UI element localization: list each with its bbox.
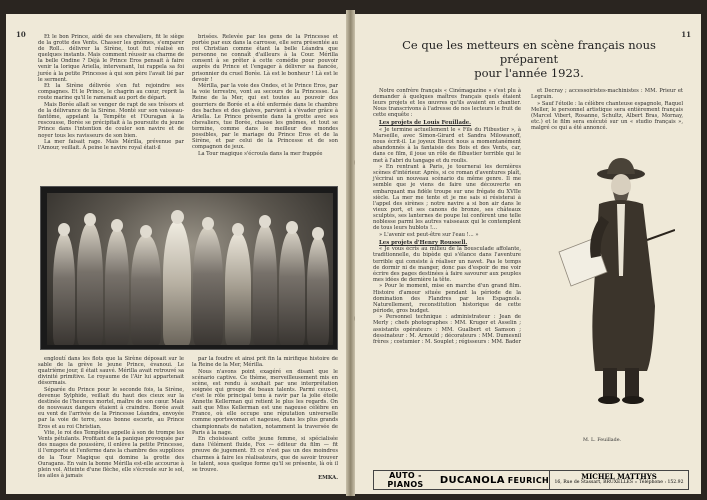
paragraph: Vite, le roi des Tempêtes appelle à son de trompe les Vents pétulants. Profitant de la panique provoquée par des nuages de poussière, il enlève la petite Princesse, il l'emporte et l'enferme dans la chambre des supplices de la Tour Magique qui domine la grotte des Ouragans. En vain la bonne Mérilla est-elle accourue à plein vol. Atteinte d'une flèche, elle s'écroule sur le sol, les ailes à jamais [38,430,184,479]
right-page [355,14,701,494]
ad-dealer-address: 16, Rue de Stassart, BRUXELLES :: Téléphone : 152.92 [554,480,684,485]
binding-gutter [346,10,355,496]
paragraph: « Je vous écris au milieu de la bousculade affolante, traditionnelle, du bipède qui s'élance dans l'aventure terrible qui consiste à réaliser un navet. Pas le temps de dormir ni de manger, donc pas d'espoir de me voir écrire des pages destinées à faire savourer aux peuples mes idées de dernière la tête. [373,246,521,283]
title-line: Ce que les metteurs en scène français nous préparent [402,38,656,66]
film-still-photo [40,186,338,350]
advertisement-banner [373,470,689,490]
intro-paragraph: Notre confrère français « Cinémagazine » s'est plu à demander à quelques maîtres français quels étaient leurs projets et les œuvres qu'ils avaient en chantier. Nous transcrivons à l'adresse de nos lecteurs le fruit de cette enquête : [373,88,521,119]
article-column-3 [38,356,184,479]
paragraph: » Pour le moment, mise en marche d'un grand film. Histoire d'amour située pendant la période de la domination des Flandres par les Espagnols. Naturellement, reconstitution historique de cette période, gros budget. [373,283,521,314]
paragraph: » En rentrant à Paris, je tournerai les dernières scènes d'intérieur. Après, si ce roman d'aventures plaît, j'écrirai un nouveau scénario du même genre. Il me semble que je viens de faire une découverte en embarquant ma fidèle troupe sur une frégate du XVIIe siècle. La mer me tente et je me sais si résisterai à l'appel des sirènes ; notre navire a si bon air dans le vieux port, et ses canons de bronze, ses châteaux sculptés, ses lanternes de poupe lui confèrent une telle noblesse parmi les autres vaisseaux qui le contemplent de tous leurs hublots !... [373,164,521,232]
article-column-4 [192,356,338,481]
feuillade-portrait [551,156,675,406]
page-number-left: 10 [16,30,26,39]
paragraph: En choisissant cette jeune femme, si spécialisée dans l'élément fluide, Fox — éditeur du film — fit preuve de jugement. Et ce n'est pas un des moindres charmes à faire les réalisateurs, que de savoir trouver le talent, sous quelque forme qu'il se présente, là où il se trouve. [192,436,338,473]
paragraph: Mérilla, par la voie des Ondes, et le Prince Eros, par la voie terrestre, vont au secours de la Princesse. La Reine de la Mer, qui est toutes au pouvoir des gourriers de Borée et a été enfermée dans le chambre des baches et des glaives, parvient à s'évader grâce à Ariella. Le Prince présente dans la grotte avec ses chevaliers, tue Borée, chasse les gnômes, et tout se termine, comme dans le meilleur des mondes possibles, par le mariage du Prince Eros et de la Sirène, et par celui de la Princesse et de son compagnon de jeux. [192,83,338,151]
paragraph: engloutí dans les flots que la Sirène déposait sur le sable de la grève le jeune Prince, évanoui. Le quatrième jour, il était sauvé. Mérilla avait retrouvé sa divinité primitive. Le royaume de l'Air lui appartenait désormais. [38,356,184,387]
page-number-right: 11 [681,30,691,39]
ad-dealer [550,474,688,486]
paragraph: » Personnel technique : administrateur : Jean de Merly ; chefs photographes : MM. Kruger et Asselin ; assistants opérateurs : MM. Gualbert et Samson ; dessinateur : M. Arnould ; décorateurs : MM. Dumesnil frères ; costumier : M. Souplet ; régisseurs : MM. Bader [373,314,521,345]
film-still-image [47,193,333,345]
paragraph: et Decray ; accessoiristes-machinistes : MM. Prieur et Legrain. [531,88,683,101]
paragraph: brisées. Relevée par les gens de la Princesse et portée par eux dans la carrosse, elle sera présentée au roi Christian comme étant la belle Léandra que personne ne connaît d'ailleurs à la Cour. Mérilla consent à se prêter à cette comédie pour pouvoir auprès du Prince et l'engager à délivrer sa fiancée, prisonnier du cruel Borée. Là est le bonheur ! Là est le devoir ! [192,34,338,83]
survey-column-2 [531,88,683,132]
left-page [6,14,346,494]
survey-column-1 [373,88,521,345]
paragraph: » Sauf l'étoile : la célèbre chanteuse espagnole, Raquel Meller, le personnel artistique sera entièrement français (Marcel Vibert, Rosanne, Schultz, Albert Bras, Mornay, etc.) et le film sera exécuté sur un « studio français », malgré ce qui a été annoncé. [531,100,683,132]
paragraph: Et la Sirène délivrée s'en fut rejoindre ses compagnes. Et le Prince, le chagrin au cœur, reprit la route marine qu'il le ramenait au port de départ. [38,83,184,102]
paragraph: » L'avenir est peut-être sur l'eau !... » [379,231,479,238]
paragraph: par la foudre et ainsi prit fin la mirifique histoire de la Reine de la Mer, Mérilla. [192,356,338,369]
paragraph: Séparée du Prince pour le seconde fois, la Sirène, devenue Sylphide, veillait du haut des cieux sur la destinée de l'heureux mortel, maître de son cœur. Mais de nouveaux dangers étaient à craindre. Borée avait eu vent de l'arrivée de la Princesse Léandra, envoyée par la voie de terre, sous bonne escorte, au Prince Eros et au roi Christian. [38,386,184,430]
paragraph: Et le bon Prince, aidé de ses chevaliers, fit le siège de la grotte des Vents. Chasser les gnômes, s'emparer de Roll... délivrer la Sirène, tout fut réalisé en quelques instants. Mais comment réussir sa charme de la belle Ondine ? Déjà le Prince Eros pensait à faire venir la lorique Ariella, intervenant, lui rappela sa foi jurée à la petite Princesse à qui son père l'avait lié par le serment. [38,34,184,83]
paragraph: Mais Borée allait se venger de rapt de ses trésors et de la délivrance de la Sirène. Monté sur son vaisseau-fantôme, appelant la Tempête et l'Ouragan à la rescousse, Borée se précipitait à la poursuite du jeune Prince dans l'intention de couler son navire et de noyer tous les ravisseurs de son bien. [38,102,184,139]
article-column-1 [38,34,184,152]
ad-pianos [374,471,550,489]
title-line: pour l'année 1923. [474,66,584,80]
author-signature: EMKA. [318,474,338,481]
paragraph: La mer faisait rage. Mais Mérilla, prévenue par l'Amour, veillait. À peine le navire royal était-il [38,139,184,152]
portrait-caption: M. L. Feuillade. [583,438,622,443]
paragraph: La Tour magique s'écroula dans la mer frappée [198,150,323,157]
ad-brand: DUCANOLA [439,474,505,486]
paragraph: « Je termine actuellement le « Fils du Flibustier », à Marseille, avec Simon-Girard et Sandra Milowanoff, nous écrit-il. Le joyeux Biscot nous a momentanément abandonnés à la fantaisie des Bois et des Vents, car, dans ce film, il joue un rôle de flibustier terrible qui le met à l'abri du tangage et du roulis. [373,127,521,164]
ad-prefix: AUTO - PIANOS [387,471,424,489]
ad-dealer-name: MICHEL MATTHYS [581,472,657,481]
section-heading-roussell: Les projets d'Henry Roussell. [379,239,468,246]
article-column-2 [192,34,338,157]
ad-suffix: FEURICH [507,475,549,485]
paragraph: Nous n'avons point exagéré en disant que le scénario captive. Ce thème, merveilleusement mis en scène, est rendu à souhait par une interprétation soignée qui groupe de beaux talents. Parmi ceux-ci, c'est le rôle principal tenu à ravir par la jolie étoile Annette Kellerman qui retient le plus les regards. On sait que Miss Kellerman est une nageuse célèbre en France, où elle occupe une réputation universelle comme sportswoman et nageuse, dans les plus grands championnats de natation, notamment la traversée de Paris à la nage. [192,368,338,436]
section-heading-feuillade: Les projets de Louis Feuillade. [379,120,472,127]
article-title [373,38,685,80]
